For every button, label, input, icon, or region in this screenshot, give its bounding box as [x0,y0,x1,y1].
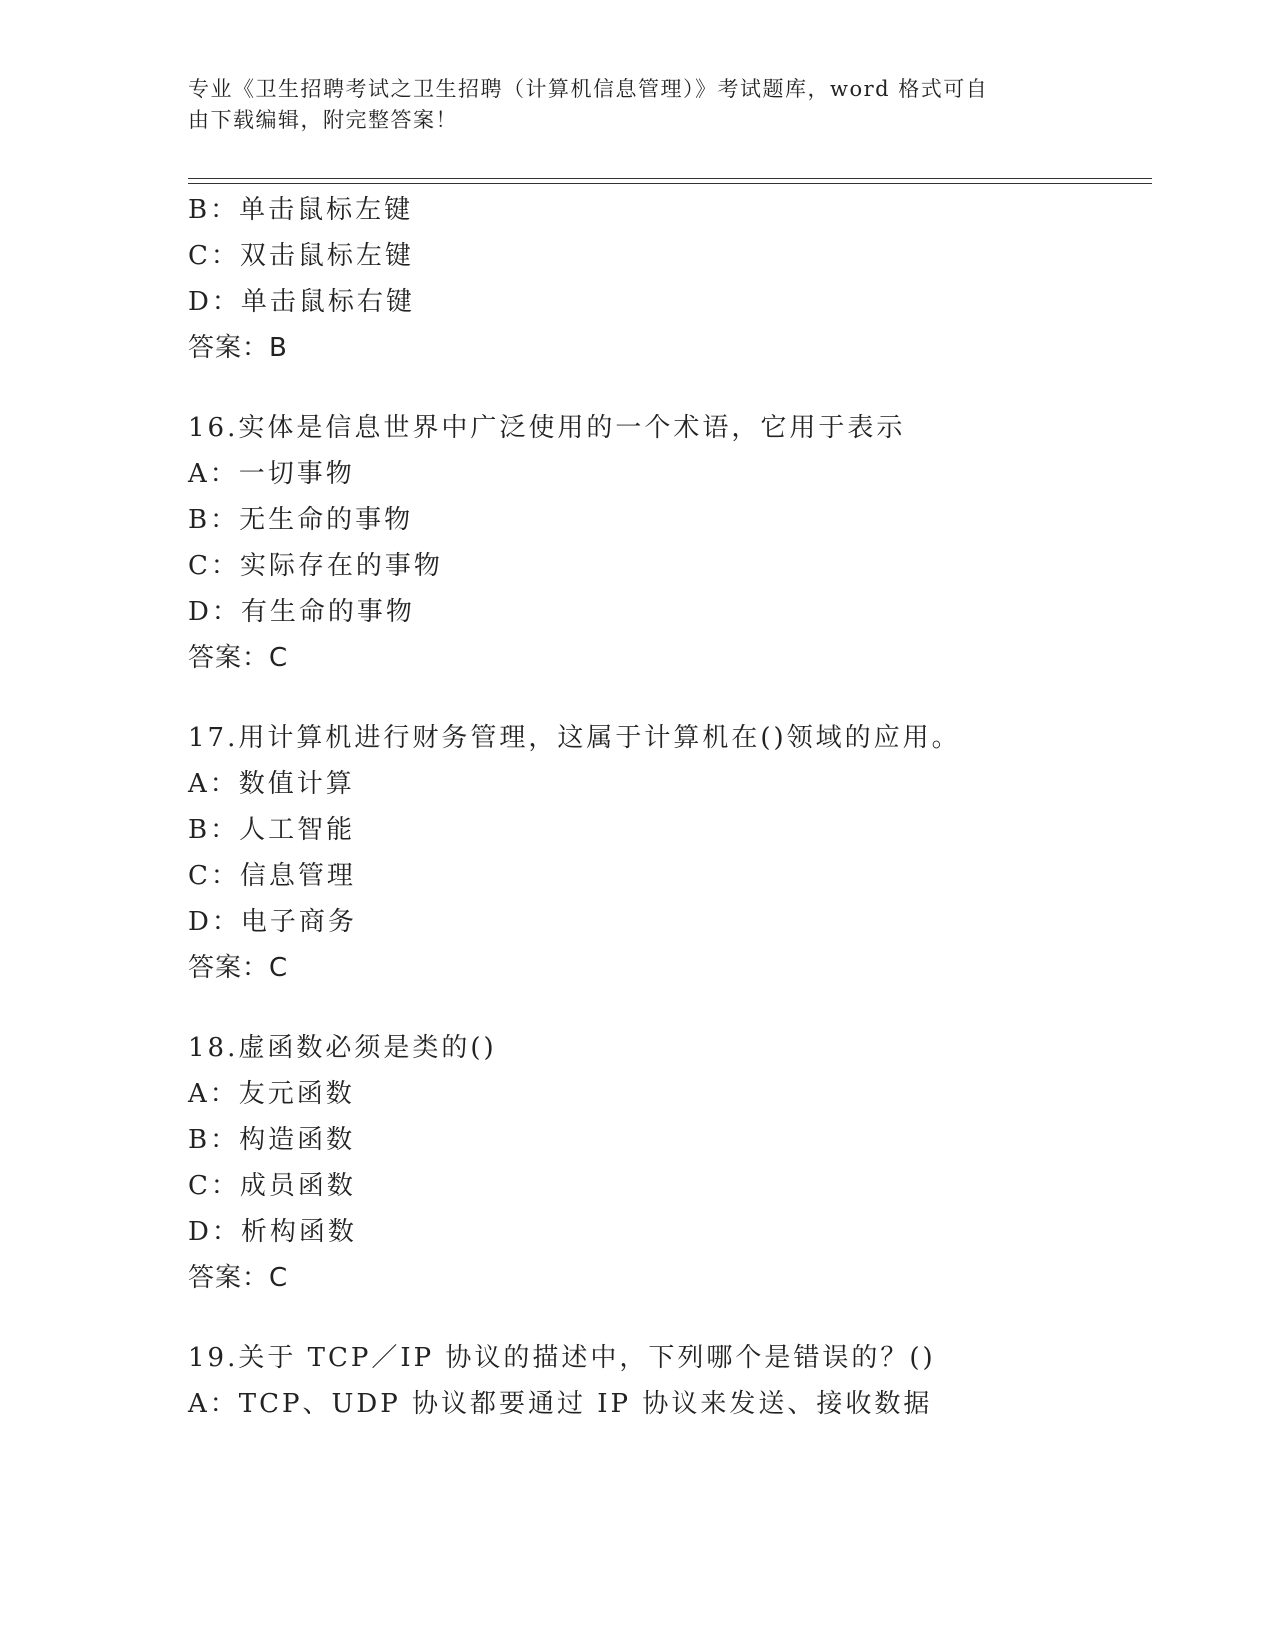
question-16 [188,405,1168,681]
option-a: A：友元函数 [188,1079,355,1109]
option-b: B：构造函数 [188,1125,356,1155]
option-b: B：无生命的事物 [188,505,414,535]
answer: 答案：C [188,643,289,673]
answer: 答案：B [188,333,288,363]
option-b: B：人工智能 [188,815,356,845]
option-d: D：电子商务 [188,907,357,937]
option-a: A：数值计算 [188,769,355,799]
header-line-2: 由下载编辑，附完整答案！ [188,108,458,132]
option-a: A：TCP、UDP 协议都要通过 IP 协议来发送、接收数据 [188,1389,933,1419]
question-stem: 19.关于 TCP／IP 协议的描述中，下列哪个是错误的？() [188,1343,936,1373]
option-d: D：单击鼠标右键 [188,287,415,317]
header-rule-bottom [188,183,1152,184]
answer: 答案：C [188,1263,289,1293]
header-line-1: 专业《卫生招聘考试之卫生招聘（计算机信息管理）》考试题库，word 格式可自 [188,77,989,101]
question-stem: 17.用计算机进行财务管理，这属于计算机在()领域的应用。 [188,723,961,753]
question-18 [188,1025,1168,1301]
option-d: D：析构函数 [188,1217,357,1247]
question-stem: 16.实体是信息世界中广泛使用的一个术语，它用于表示 [188,413,906,443]
option-c: C：双击鼠标左键 [188,241,414,271]
question-15-continued [188,187,1168,371]
question-19 [188,1335,1168,1427]
question-stem: 18.虚函数必须是类的() [188,1033,497,1063]
option-a: A：一切事物 [188,459,355,489]
document-header [188,74,1088,136]
option-b: B：单击鼠标左键 [188,195,414,225]
option-d: D：有生命的事物 [188,597,415,627]
option-c: C：信息管理 [188,861,356,891]
answer: 答案：C [188,953,289,983]
header-rule-top [188,178,1152,179]
option-c: C：成员函数 [188,1171,356,1201]
question-17 [188,715,1168,991]
question-list [188,187,1168,1427]
option-c: C：实际存在的事物 [188,551,443,581]
